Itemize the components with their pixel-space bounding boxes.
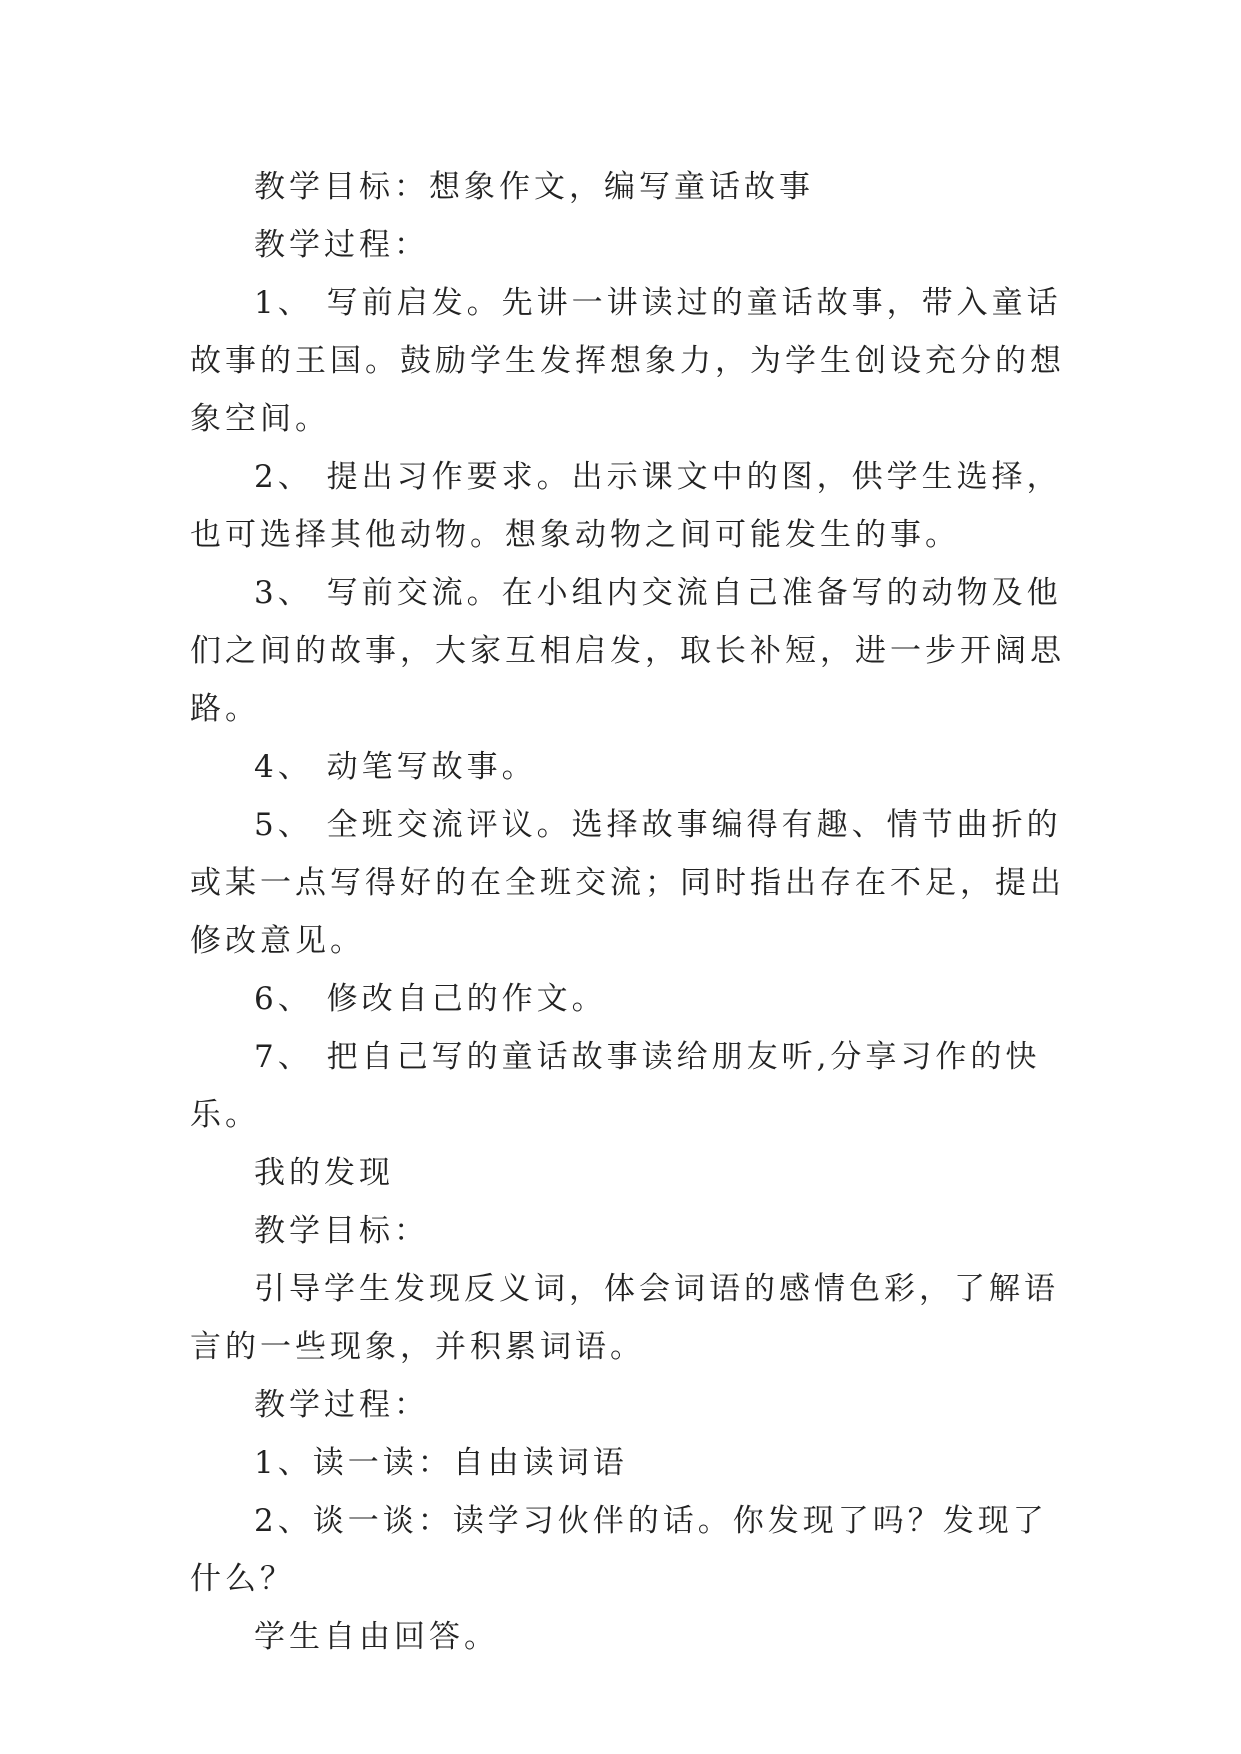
paragraph-read-step: 1、读一读：自由读词语 (254, 1445, 628, 1481)
paragraph-step-6: 6、 修改自己的作文。 (254, 981, 607, 1017)
section-title: 我的发现 (254, 1155, 394, 1191)
paragraph-step-4: 4、 动笔写故事。 (254, 749, 537, 785)
paragraph-step-1: 1、 写前启发。先讲一讲读过的童话故事，带入童话故事的王国。鼓励学生发挥想象力，为学生创设充分的想象空间。 (190, 285, 1065, 437)
paragraph-step-7: 7、 把自己写的童话故事读给朋友听,分享习作的快乐。 (190, 1039, 1041, 1133)
paragraph-step-3: 3、 写前交流。在小组内交流自己准备写的动物及他们之间的故事，大家互相启发，取长补短，进一步开阔思路。 (190, 575, 1065, 727)
document-body (190, 158, 1070, 1666)
paragraph-answer: 学生自由回答。 (254, 1619, 499, 1655)
paragraph-process-heading: 教学过程： (254, 227, 429, 263)
paragraph-objective-heading: 教学目标： (254, 1213, 429, 1249)
paragraph-step-5: 5、 全班交流评议。选择故事编得有趣、情节曲折的或某一点写得好的在全班交流；同时指出存在不足，提出修改意见。 (190, 807, 1065, 959)
paragraph-step-2: 2、 提出习作要求。出示课文中的图，供学生选择，也可选择其他动物。想象动物之间可能发生的事。 (190, 459, 1062, 553)
paragraph-objective: 教学目标：想象作文，编写童话故事 (254, 169, 814, 205)
paragraph-process-heading-2: 教学过程： (254, 1387, 429, 1423)
paragraph-discuss-step: 2、谈一谈：读学习伙伴的话。你发现了吗？发现了什么？ (190, 1503, 1048, 1597)
paragraph-objective-text: 引导学生发现反义词，体会词语的感情色彩，了解语言的一些现象，并积累词语。 (190, 1271, 1059, 1365)
